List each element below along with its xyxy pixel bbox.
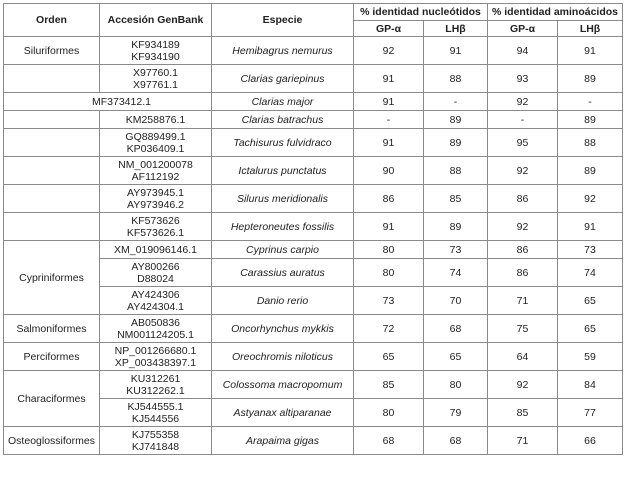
nuc-lhb-cell: 68 [424,427,488,455]
header-nuc-gpa: GP-α [354,21,424,37]
nuc-gpa-cell: 68 [354,427,424,455]
nuc-gpa-cell: - [354,111,424,129]
orden-cell: Characiformes [4,371,100,427]
amino-gpa-cell: 95 [488,129,558,157]
species-cell: Carassius auratus [212,259,354,287]
accession-1: KF934189 [131,38,180,51]
accession-1: NM_001200078 [118,158,193,171]
nuc-lhb-cell: 88 [424,157,488,185]
accession-cell [100,213,212,241]
accession-cell: KM258876.1 [100,111,212,129]
nuc-lhb-cell: 89 [424,213,488,241]
orden-cell [4,185,100,213]
accession-cell [100,287,212,315]
accession-2: AY424304.1 [126,300,185,313]
accession-2: X97761.1 [133,78,178,91]
amino-gpa-cell: 85 [488,399,558,427]
accession-2: D88024 [137,272,174,285]
nuc-gpa-cell: 91 [354,213,424,241]
amino-lhb-cell: 89 [558,111,623,129]
amino-lhb-cell: 73 [558,241,623,259]
accession-cell [100,157,212,185]
amino-lhb-cell: 88 [558,129,623,157]
amino-gpa-cell: 71 [488,427,558,455]
orden-cell: Siluriformes [4,37,100,65]
accession-cell [100,427,212,455]
species-cell: Silurus meridionalis [212,185,354,213]
species-cell: Colossoma macropomum [212,371,354,399]
table-row [4,371,623,399]
table-row [4,93,623,111]
nuc-gpa-cell: 80 [354,259,424,287]
nuc-lhb-cell: 74 [424,259,488,287]
accession-1: KJ755358 [131,428,180,441]
amino-gpa-cell: 92 [488,213,558,241]
nuc-lhb-cell: 80 [424,371,488,399]
nuc-lhb-cell: 65 [424,343,488,371]
species-cell: Clarias gariepinus [212,65,354,93]
orden-cell: Salmoniformes [4,315,100,343]
nuc-lhb-cell: 88 [424,65,488,93]
amino-gpa-cell: 86 [488,241,558,259]
nuc-lhb-cell: 89 [424,129,488,157]
species-cell: Oncorhynchus mykkis [212,315,354,343]
accession-2: AY973946.2 [126,198,185,211]
accession-2: XP_003438397.1 [114,356,197,369]
species-cell: Hepteroneutes fossilis [212,213,354,241]
nuc-gpa-cell: 65 [354,343,424,371]
nuc-lhb-cell: - [424,93,488,111]
amino-gpa-cell: 92 [488,157,558,185]
orden-cell [4,129,100,157]
accession-cell [100,129,212,157]
nuc-gpa-cell: 86 [354,185,424,213]
header-orden: Orden [4,4,100,37]
nuc-gpa-cell: 85 [354,371,424,399]
table-row [4,37,623,65]
nuc-lhb-cell: 68 [424,315,488,343]
accession-1: AY800266 [131,260,180,273]
accession-cell [100,343,212,371]
amino-lhb-cell: 59 [558,343,623,371]
species-cell: Astyanax altiparanae [212,399,354,427]
accession-2: AF112192 [131,170,180,183]
nuc-lhb-cell: 91 [424,37,488,65]
nuc-gpa-cell: 80 [354,399,424,427]
table-row [4,129,623,157]
accession-1: AB050836 [130,316,181,329]
accession-2: KF934190 [131,50,180,63]
nuc-gpa-cell: 91 [354,65,424,93]
accession-1: NP_001266680.1 [114,344,197,357]
amino-lhb-cell: 74 [558,259,623,287]
nuc-lhb-cell: 89 [424,111,488,129]
amino-lhb-cell: 77 [558,399,623,427]
orden-cell: Cypriniformes [4,241,100,315]
amino-gpa-cell: 86 [488,185,558,213]
nuc-lhb-cell: 70 [424,287,488,315]
orden-cell [4,65,100,93]
amino-lhb-cell: 91 [558,213,623,241]
nuc-gpa-cell: 72 [354,315,424,343]
table-row [4,343,623,371]
orden-cell [4,157,100,185]
accession-cell: XM_019096146.1 [100,241,212,259]
species-cell: Tachisurus fulvidraco [212,129,354,157]
table-row [4,315,623,343]
accession-1: GQ889499.1 [125,130,186,143]
header-row-1 [4,4,623,21]
table-row [4,65,623,93]
accession-2: KU312262.1 [126,384,185,397]
header-especie: Especie [212,4,354,37]
amino-gpa-cell: 92 [488,93,558,111]
accession-cell [100,259,212,287]
orden-cell [4,111,100,129]
table-row [4,185,623,213]
accession-cell [100,185,212,213]
accession-2: KF573626.1 [126,226,185,239]
accession-cell [100,37,212,65]
amino-gpa-cell: 71 [488,287,558,315]
amino-lhb-cell: 65 [558,287,623,315]
species-cell: Clarias batrachus [212,111,354,129]
species-cell: Ictalurus punctatus [212,157,354,185]
amino-gpa-cell: 93 [488,65,558,93]
nuc-gpa-cell: 92 [354,37,424,65]
amino-lhb-cell: - [558,93,623,111]
amino-lhb-cell: 66 [558,427,623,455]
nuc-gpa-cell: 73 [354,287,424,315]
table-row [4,111,623,129]
header-amino-gpa: GP-α [488,21,558,37]
identity-table [3,3,623,455]
table-row [4,241,623,259]
nuc-lhb-cell: 85 [424,185,488,213]
amino-lhb-cell: 89 [558,157,623,185]
header-nucleotidos: % identidad nucleótidos [354,4,488,21]
nuc-gpa-cell: 90 [354,157,424,185]
accession-2: KP036409.1 [126,142,185,155]
accession-2: NM001124205.1 [117,328,194,341]
amino-lhb-cell: 65 [558,315,623,343]
amino-gpa-cell: 75 [488,315,558,343]
table-row [4,213,623,241]
nuc-lhb-cell: 73 [424,241,488,259]
orden-cell: Osteoglossiformes [4,427,100,455]
accession-1: AY424306 [131,288,180,301]
amino-gpa-cell: - [488,111,558,129]
orden-cell [4,213,100,241]
amino-gpa-cell: 92 [488,371,558,399]
orden-cell: Perciformes [4,343,100,371]
accession-cell: MF373412.1 [4,93,212,111]
accession-1: KU312261 [130,372,181,385]
table-row [4,157,623,185]
species-cell: Cyprinus carpio [212,241,354,259]
header-nuc-lhb: LHβ [424,21,488,37]
accession-1: KF573626 [131,214,180,227]
amino-gpa-cell: 86 [488,259,558,287]
accession-cell [100,399,212,427]
amino-lhb-cell: 91 [558,37,623,65]
accession-1: KJ544555.1 [127,400,184,413]
accession-cell [100,371,212,399]
header-aminoacidos: % identidad aminoácidos [488,4,623,21]
nuc-gpa-cell: 91 [354,93,424,111]
table-row [4,427,623,455]
species-cell: Danio rerio [212,287,354,315]
amino-lhb-cell: 89 [558,65,623,93]
identity-table-container [3,3,623,455]
header-amino-lhb: LHβ [558,21,623,37]
nuc-gpa-cell: 80 [354,241,424,259]
nuc-lhb-cell: 79 [424,399,488,427]
species-cell: Hemibagrus nemurus [212,37,354,65]
accession-1: AY973945.1 [126,186,185,199]
species-cell: Oreochromis niloticus [212,343,354,371]
amino-lhb-cell: 84 [558,371,623,399]
amino-gpa-cell: 64 [488,343,558,371]
amino-lhb-cell: 92 [558,185,623,213]
species-cell: Clarias major [212,93,354,111]
accession-cell [100,315,212,343]
accession-2: KJ741848 [131,440,180,453]
nuc-gpa-cell: 91 [354,129,424,157]
accession-1: X97760.1 [133,66,178,79]
amino-gpa-cell: 94 [488,37,558,65]
header-accesion: Accesión GenBank [100,4,212,37]
accession-2: KJ544556 [131,412,180,425]
accession-cell [100,65,212,93]
species-cell: Arapaima gigas [212,427,354,455]
